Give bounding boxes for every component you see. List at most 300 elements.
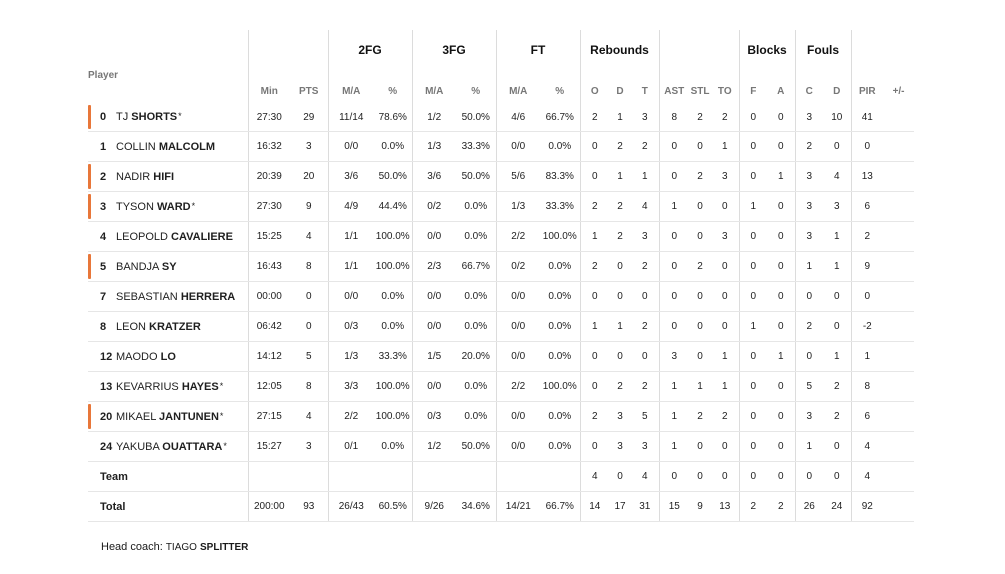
player-last-name: OUATTARA: [162, 440, 223, 453]
stat-fg3-pct: 20.0%: [456, 342, 496, 372]
stat-fouls-d: 2: [823, 402, 851, 432]
stat-blk-f: 0: [739, 432, 767, 462]
boxscore: [88, 30, 914, 522]
stat-pts: 20: [290, 162, 328, 192]
stat-ft-ma: 4/6: [496, 103, 540, 132]
stat-fg3-ma: 0/3: [412, 402, 456, 432]
player-last-name: LO: [160, 350, 176, 363]
player-name-cell[interactable]: [88, 103, 248, 132]
total-label: Total: [88, 492, 248, 522]
stat-fg2-pct: 60.5%: [374, 492, 412, 522]
stat-to: 2: [711, 103, 739, 132]
header-ast: AST: [659, 61, 689, 103]
stat-blk-f: 0: [739, 282, 767, 312]
header-reb-t: T: [641, 86, 648, 97]
stat-reb-t: 5: [631, 402, 659, 432]
stat-ft-ma: 14/21: [496, 492, 540, 522]
player-name-cell[interactable]: [88, 402, 248, 432]
stat-fg3-ma: 0/0: [412, 312, 456, 342]
player-number: 24: [100, 440, 113, 453]
head-coach: [101, 541, 248, 553]
player-number: 20: [100, 410, 113, 423]
stat-ft-pct: [540, 462, 580, 492]
player-name-cell[interactable]: [88, 372, 248, 402]
stat-stl: 0: [689, 192, 711, 222]
player-star-mark: *: [178, 111, 182, 121]
stat-fg2-ma: 11/14: [328, 103, 374, 132]
stat-pm: [883, 103, 914, 132]
stat-fg3-ma: 9/26: [412, 492, 456, 522]
stat-blk-f: 1: [739, 312, 767, 342]
stat-fouls-c: 0: [795, 282, 823, 312]
player-first-name: LEOPOLD: [116, 230, 168, 243]
stat-pir: 2: [851, 222, 883, 252]
stat-reb-t: 3: [631, 222, 659, 252]
stat-stl: 0: [689, 462, 711, 492]
stat-reb-d: 0: [609, 282, 631, 312]
stat-reb-d: 0: [609, 252, 631, 282]
stat-ast: 15: [659, 492, 689, 522]
header-blk-a: A: [777, 86, 785, 97]
stat-ft-pct: 0.0%: [540, 342, 580, 372]
stat-min: 12:05: [248, 372, 290, 402]
header-reb-d: D: [616, 86, 624, 97]
player-row[interactable]: [88, 162, 914, 192]
stat-ast: 3: [659, 342, 689, 372]
stat-reb-d: 17: [609, 492, 631, 522]
stat-to: 3: [711, 222, 739, 252]
stat-blk-f: 0: [739, 103, 767, 132]
head-coach-first-name: TIAGO: [165, 542, 197, 553]
stat-ast: 1: [659, 192, 689, 222]
header-3fg-pct: %: [471, 86, 481, 97]
header-plus-minus: +/-: [892, 86, 905, 97]
stat-pm: [883, 192, 914, 222]
stat-ft-ma: 2/2: [496, 372, 540, 402]
stat-fg2-ma: 0/0: [328, 282, 374, 312]
stat-ft-ma: 5/6: [496, 162, 540, 192]
stat-stl: 0: [689, 312, 711, 342]
stat-pir: 8: [851, 372, 883, 402]
stat-blk-a: 0: [767, 103, 795, 132]
stat-blk-a: 0: [767, 312, 795, 342]
player-first-name: BANDJA: [116, 260, 159, 273]
stat-fg2-ma: 0/0: [328, 132, 374, 162]
stat-fg3-ma: 1/2: [412, 103, 456, 132]
group-rebounds: Rebounds: [580, 30, 659, 61]
header-ft-ma: M/A: [496, 61, 540, 103]
player-row[interactable]: [88, 132, 914, 162]
stat-reb-d: 3: [609, 432, 631, 462]
stat-pir: 4: [851, 432, 883, 462]
stat-pir: 1: [851, 342, 883, 372]
stat-fg2-ma: 0/1: [328, 432, 374, 462]
stat-ast: 8: [659, 103, 689, 132]
stat-fouls-d: 0: [823, 462, 851, 492]
column-header-row: [88, 61, 914, 103]
player-last-name: HAYES: [181, 380, 219, 393]
stat-fg2-pct: 0.0%: [374, 282, 412, 312]
stat-fg2-ma: 1/1: [328, 222, 374, 252]
starter-indicator: [88, 105, 91, 129]
stat-stl: 2: [689, 103, 711, 132]
stat-fouls-d: 4: [823, 162, 851, 192]
stat-min: 14:12: [248, 342, 290, 372]
stat-ft-pct: 83.3%: [540, 162, 580, 192]
stat-fg3-pct: 50.0%: [456, 432, 496, 462]
stat-fg3-ma: [412, 462, 456, 492]
player-row[interactable]: [88, 342, 914, 372]
player-name-cell[interactable]: [88, 132, 248, 162]
player-row[interactable]: [88, 432, 914, 462]
stat-pts: 29: [290, 103, 328, 132]
player-last-name: SHORTS: [131, 111, 178, 123]
player-first-name: MAODO: [116, 350, 158, 363]
stat-reb-t: 0: [631, 282, 659, 312]
stat-pm: [883, 432, 914, 462]
stat-reb-d: 0: [609, 462, 631, 492]
stat-pir: -2: [851, 312, 883, 342]
player-name-cell[interactable]: [88, 192, 248, 222]
player-name-cell[interactable]: [88, 282, 248, 312]
team-label: Team: [88, 462, 248, 492]
stat-fg3-pct: 50.0%: [456, 103, 496, 132]
stat-stl: 0: [689, 342, 711, 372]
stat-pm: [883, 252, 914, 282]
header-2fg-ma: M/A: [328, 61, 374, 103]
stat-reb-d: 2: [609, 132, 631, 162]
player-star-mark: *: [219, 380, 224, 391]
stat-fouls-c: 0: [795, 462, 823, 492]
stat-pir: 13: [851, 162, 883, 192]
player-name-cell[interactable]: [88, 342, 248, 372]
stat-ft-ma: 2/2: [496, 222, 540, 252]
stat-fg2-pct: [374, 462, 412, 492]
stat-min: 15:27: [248, 432, 290, 462]
stat-fouls-c: 2: [795, 132, 823, 162]
stat-ft-pct: 0.0%: [540, 402, 580, 432]
stat-stl: 2: [689, 162, 711, 192]
stat-fg2-ma: 3/3: [328, 372, 374, 402]
stat-ast: 0: [659, 282, 689, 312]
stat-fg2-pct: 33.3%: [374, 342, 412, 372]
stat-reb-t: 31: [631, 492, 659, 522]
starter-indicator: [88, 254, 91, 279]
stat-stl: 1: [689, 372, 711, 402]
stat-pir: 92: [851, 492, 883, 522]
stat-to: 1: [711, 342, 739, 372]
header-min: Min: [248, 61, 290, 103]
stat-ast: 0: [659, 222, 689, 252]
stat-reb-d: 2: [609, 372, 631, 402]
stat-reb-o: 4: [580, 462, 609, 492]
stat-fouls-c: 1: [795, 432, 823, 462]
stat-ast: 0: [659, 462, 689, 492]
stat-reb-t: 0: [631, 342, 659, 372]
stat-ast: 0: [659, 252, 689, 282]
head-coach-last-name: SPLITTER: [200, 542, 249, 553]
player-row[interactable]: [88, 372, 914, 402]
stat-fg2-pct: 0.0%: [374, 132, 412, 162]
stat-pir: 6: [851, 192, 883, 222]
stat-fg3-pct: 33.3%: [456, 132, 496, 162]
stat-min: 200:00: [248, 492, 290, 522]
player-row[interactable]: [88, 222, 914, 252]
stat-fg3-pct: 66.7%: [456, 252, 496, 282]
player-number: 7: [100, 290, 107, 303]
stat-reb-d: 2: [609, 192, 631, 222]
group-2fg: 2FG: [328, 30, 412, 61]
stat-pm: [883, 222, 914, 252]
stat-pts: 0: [290, 282, 328, 312]
boxscore-body: [88, 103, 914, 522]
stat-fg3-ma: 0/0: [412, 222, 456, 252]
stat-reb-o: 2: [580, 402, 609, 432]
stat-fouls-c: 2: [795, 312, 823, 342]
stat-to: 0: [711, 462, 739, 492]
stat-blk-a: 0: [767, 372, 795, 402]
stat-fg2-pct: 44.4%: [374, 192, 412, 222]
stat-to: 13: [711, 492, 739, 522]
stat-pm: [883, 342, 914, 372]
player-number: 1: [100, 140, 107, 153]
stat-blk-a: 0: [767, 402, 795, 432]
stat-stl: 0: [689, 432, 711, 462]
stat-fg3-ma: 1/3: [412, 132, 456, 162]
header-stl: STL: [690, 86, 710, 97]
stat-reb-t: 1: [631, 162, 659, 192]
player-name-cell[interactable]: [88, 432, 248, 462]
stat-min: [248, 462, 290, 492]
stat-pts: 9: [290, 192, 328, 222]
player-row[interactable]: [88, 192, 914, 222]
player-first-name: TJ: [116, 111, 129, 123]
player-first-name: TYSON: [116, 200, 154, 213]
player-last-name: HIFI: [153, 170, 175, 183]
stat-fouls-d: 10: [823, 103, 851, 132]
stat-ast: 1: [659, 432, 689, 462]
stat-blk-a: 0: [767, 132, 795, 162]
player-name-cell[interactable]: [88, 252, 248, 282]
stat-stl: 2: [689, 252, 711, 282]
header-2fg-pct: %: [388, 86, 398, 97]
stat-ast: 1: [659, 402, 689, 432]
stat-blk-f: 0: [739, 132, 767, 162]
stat-pts: 8: [290, 372, 328, 402]
stat-pts: [290, 462, 328, 492]
stat-fg2-pct: 78.6%: [374, 103, 412, 132]
stat-fouls-d: 0: [823, 132, 851, 162]
player-first-name: LEON: [116, 320, 146, 333]
stat-ft-ma: 1/3: [496, 192, 540, 222]
stat-min: 06:42: [248, 312, 290, 342]
stat-to: 1: [711, 132, 739, 162]
starter-indicator: [88, 404, 91, 429]
stat-reb-o: 2: [580, 103, 609, 132]
stat-ft-ma: 0/0: [496, 312, 540, 342]
stat-ast: 0: [659, 132, 689, 162]
stat-reb-o: 2: [580, 252, 609, 282]
header-reb-o: O: [580, 61, 609, 103]
stat-fg3-pct: [456, 462, 496, 492]
stat-fouls-d: 24: [823, 492, 851, 522]
stat-fouls-c: 26: [795, 492, 823, 522]
header-ft-pct: %: [555, 86, 565, 97]
stat-fouls-d: 1: [823, 222, 851, 252]
stat-reb-t: 2: [631, 132, 659, 162]
stat-fg3-pct: 0.0%: [456, 312, 496, 342]
stat-fg2-pct: 0.0%: [374, 432, 412, 462]
stat-ft-ma: 0/0: [496, 282, 540, 312]
stat-reb-d: 3: [609, 402, 631, 432]
stat-ft-ma: 0/2: [496, 252, 540, 282]
stat-fouls-d: 2: [823, 372, 851, 402]
header-blk-f: F: [739, 61, 767, 103]
stat-pts: 5: [290, 342, 328, 372]
stat-fouls-c: 1: [795, 252, 823, 282]
group-3fg: 3FG: [412, 30, 496, 61]
stat-reb-o: 2: [580, 192, 609, 222]
group-fouls: Fouls: [795, 30, 851, 61]
stat-fg3-ma: 3/6: [412, 162, 456, 192]
player-row[interactable]: [88, 252, 914, 282]
team-row: [88, 462, 914, 492]
stat-fg3-ma: 1/5: [412, 342, 456, 372]
stat-fg3-pct: 34.6%: [456, 492, 496, 522]
stat-blk-f: 0: [739, 252, 767, 282]
player-row[interactable]: [88, 282, 914, 312]
stat-fg3-pct: 0.0%: [456, 402, 496, 432]
boxscore-table: [88, 30, 914, 522]
stat-reb-t: 3: [631, 103, 659, 132]
player-last-name: KRATZER: [149, 320, 201, 333]
stat-pir: 4: [851, 462, 883, 492]
stat-reb-o: 0: [580, 432, 609, 462]
player-number: 2: [100, 170, 107, 183]
stat-reb-t: 2: [631, 312, 659, 342]
player-last-name: CAVALIERE: [171, 230, 233, 243]
player-number: 12: [100, 350, 113, 363]
stat-ft-ma: 0/0: [496, 402, 540, 432]
stat-fg3-ma: 2/3: [412, 252, 456, 282]
stat-ft-pct: 0.0%: [540, 312, 580, 342]
stat-reb-o: 0: [580, 162, 609, 192]
stat-fouls-c: 3: [795, 162, 823, 192]
stat-pm: [883, 162, 914, 192]
stat-reb-t: 3: [631, 432, 659, 462]
stat-pm: [883, 492, 914, 522]
stat-reb-d: 0: [609, 342, 631, 372]
stat-fg3-pct: 0.0%: [456, 282, 496, 312]
stat-pir: 9: [851, 252, 883, 282]
stat-blk-a: 0: [767, 222, 795, 252]
player-row[interactable]: [88, 402, 914, 432]
stat-reb-t: 4: [631, 462, 659, 492]
header-pir: PIR: [851, 61, 883, 103]
stat-reb-d: 1: [609, 162, 631, 192]
stat-pts: 3: [290, 132, 328, 162]
header-player: Player: [88, 70, 119, 81]
player-name-cell[interactable]: [88, 222, 248, 252]
stat-ft-pct: 0.0%: [540, 132, 580, 162]
stat-fouls-c: 0: [795, 342, 823, 372]
stat-reb-t: 2: [631, 252, 659, 282]
player-first-name: COLLIN: [116, 140, 156, 153]
player-number: 3: [100, 200, 107, 213]
stat-pm: [883, 132, 914, 162]
player-first-name: SEBASTIAN: [116, 290, 178, 303]
stat-pm: [883, 312, 914, 342]
head-coach-label: Head coach:: [101, 541, 163, 553]
player-number: 0: [100, 111, 107, 123]
stat-pm: [883, 402, 914, 432]
stat-reb-o: 14: [580, 492, 609, 522]
stat-min: 00:00: [248, 282, 290, 312]
stat-blk-a: 0: [767, 432, 795, 462]
stat-stl: 9: [689, 492, 711, 522]
header-to: TO: [717, 86, 732, 97]
stat-fouls-c: 3: [795, 402, 823, 432]
starter-indicator: [88, 194, 91, 219]
stat-fg3-pct: 0.0%: [456, 192, 496, 222]
stat-blk-a: 0: [767, 282, 795, 312]
stat-reb-o: 0: [580, 342, 609, 372]
stat-pts: 93: [290, 492, 328, 522]
stat-blk-a: 1: [767, 162, 795, 192]
stat-reb-o: 0: [580, 132, 609, 162]
stat-min: 16:32: [248, 132, 290, 162]
stat-blk-a: 1: [767, 342, 795, 372]
stat-fouls-d: 3: [823, 192, 851, 222]
stat-fg2-pct: 100.0%: [374, 372, 412, 402]
stat-blk-f: 0: [739, 372, 767, 402]
stat-fg3-pct: 0.0%: [456, 372, 496, 402]
stat-reb-o: 0: [580, 282, 609, 312]
stat-blk-f: 1: [739, 192, 767, 222]
player-number: 8: [100, 320, 107, 333]
stat-ft-ma: [496, 462, 540, 492]
player-name-cell[interactable]: [88, 312, 248, 342]
stat-blk-f: 0: [739, 402, 767, 432]
stat-to: 0: [711, 432, 739, 462]
stat-to: 0: [711, 282, 739, 312]
player-star-mark: *: [223, 440, 227, 451]
player-name-cell[interactable]: [88, 162, 248, 192]
player-row[interactable]: [88, 312, 914, 342]
player-last-name: SY: [161, 260, 177, 273]
stat-to: 3: [711, 162, 739, 192]
player-first-name: YAKUBA: [116, 440, 160, 453]
stat-ft-pct: 0.0%: [540, 432, 580, 462]
stat-fg2-pct: 50.0%: [374, 162, 412, 192]
group-blocks: Blocks: [739, 30, 795, 61]
stat-min: 15:25: [248, 222, 290, 252]
player-star-mark: *: [219, 410, 224, 421]
stat-pir: 41: [851, 103, 883, 132]
stat-fg3-ma: 0/2: [412, 192, 456, 222]
stat-blk-f: 0: [739, 222, 767, 252]
stat-fouls-d: 1: [823, 342, 851, 372]
stat-blk-f: 0: [739, 462, 767, 492]
stat-to: 0: [711, 192, 739, 222]
stat-pts: 8: [290, 252, 328, 282]
stat-stl: 0: [689, 132, 711, 162]
stat-fg3-ma: 0/0: [412, 372, 456, 402]
player-row[interactable]: [88, 103, 914, 132]
stat-min: 27:30: [248, 103, 290, 132]
stat-fg2-pct: 100.0%: [374, 402, 412, 432]
stat-fouls-c: 3: [795, 222, 823, 252]
